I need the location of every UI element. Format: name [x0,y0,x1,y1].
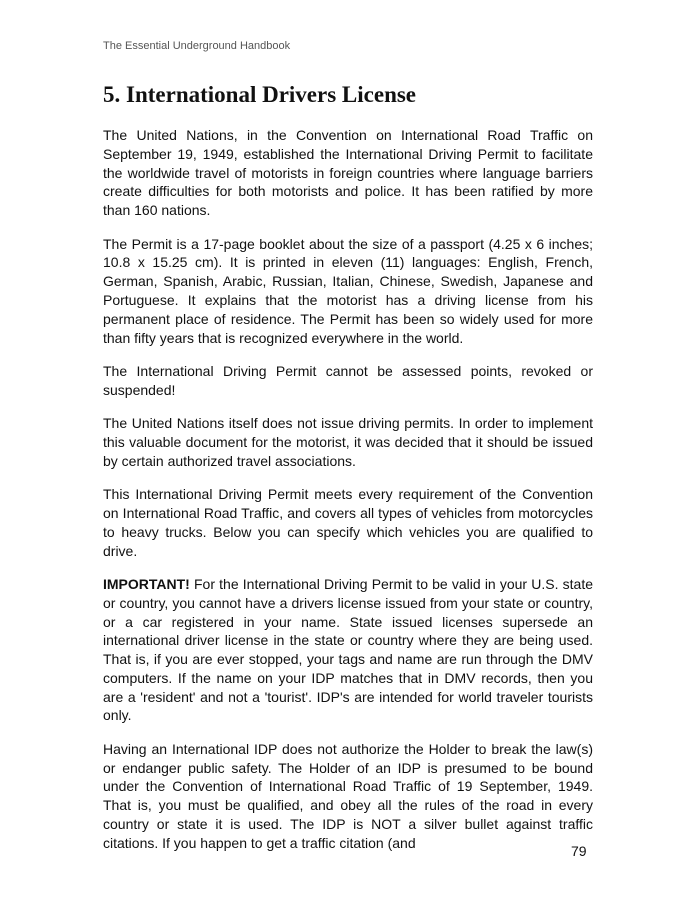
paragraph: The Permit is a 17-page booklet about the size of a passport (4.25 x 6 inches; 10.8 x 15.25 cm). It is printed in eleven (11) languages: English, French, German, Spanish, Arabic, Russian, Italian, Chinese, Swedish, Japanese and Portuguese. It explains that the motorist has a driving license from his permanent place of residence. The Permit has been so widely used for more than fifty years that is recognized everywhere in the world. [103,235,593,346]
paragraph: This International Driving Permit meets every requirement of the Convention on International Road Traffic, and covers all types of vehicles from motorcycles to heavy trucks. Below you can specify which vehicles you are qualified to drive. [103,486,593,559]
important-text: For the International Driving Permit to be valid in your U.S. state or country, you cannot have a drivers license issued from your state or country, or a car registered in your name. State issued licenses supersede an international driver license in the state or country where they are being used. That is, if you are ever stopped, your tags and name are run through the DMV computers. If the name on your IDP matches that in DMV records, then you are a 'resident' and not a 'tourist'. IDP's are intended for world traveler tourists only. [103,575,593,724]
paragraph: Having an International IDP does not authorize the Holder to break the law(s) or endanger public safety. The Holder of an IDP is presumed to be bound under the Convention of International Road Traffic of 19 September, 1949. That is, you must be qualified, and obey all the rules of the road in every country or state it is used. The IDP is NOT a silver bullet against traffic citations. If you happen to get a traffic citation (and [103,740,593,851]
paragraph-important [103,575,593,725]
paragraph: The International Driving Permit cannot be assessed points, revoked or suspended! [103,362,593,398]
important-label: IMPORTANT! [103,575,190,592]
body-text [103,126,593,867]
paragraph: The United Nations, in the Convention on International Road Traffic on September 19, 1949, established the International Driving Permit to facilitate the worldwide travel of motorists in foreign countries where language barriers create difficulties for both motorists and police. It has been ratified by more than 160 nations. [103,127,593,219]
running-header: The Essential Underground Handbook [103,40,291,52]
paragraph: The United Nations itself does not issue driving permits. In order to implement this valuable document for the motorist, it was decided that it should be issued by certain authorized travel associations. [103,415,593,469]
chapter-title: 5. International Drivers License [103,82,417,107]
page-number: 79 [571,843,587,859]
